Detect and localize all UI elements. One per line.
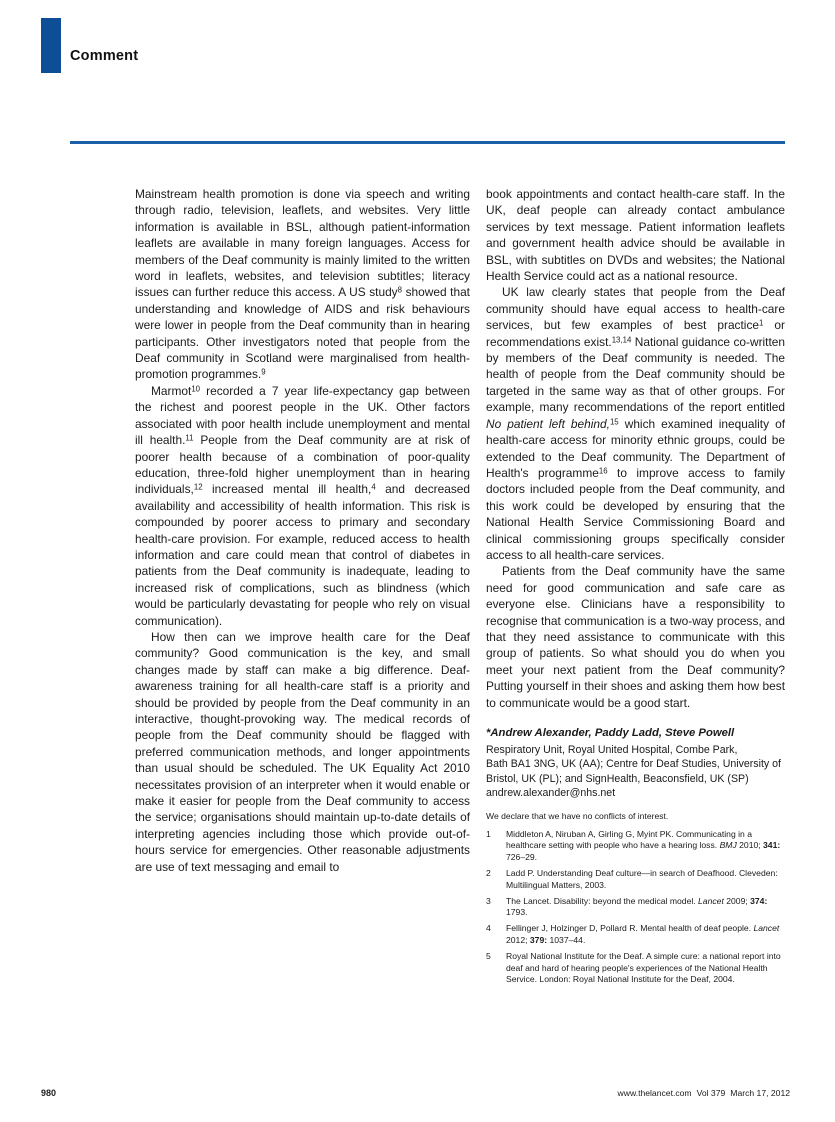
footer-website: www.thelancet.com bbox=[617, 1088, 692, 1098]
body-paragraph bbox=[135, 186, 470, 383]
reference-text bbox=[506, 868, 778, 890]
reference-number: 3 bbox=[486, 895, 491, 906]
text-run: 2009; bbox=[723, 895, 751, 906]
reference-item bbox=[486, 951, 785, 986]
italic-run: No patient left behind, bbox=[486, 416, 610, 431]
footer-citation bbox=[618, 1088, 790, 1098]
affiliation-line: Bath BA1 3NG, UK (AA); Centre for Deaf Studies, University of bbox=[486, 758, 781, 771]
text-run: Fellinger J, Holzinger D, Pollard R. Mental health of deaf people. bbox=[506, 923, 754, 934]
text-run: increased mental ill health, bbox=[202, 482, 372, 497]
reference-superscript: 8 bbox=[397, 286, 402, 296]
body-column-right bbox=[486, 186, 785, 1002]
reference-superscript: 13,14 bbox=[611, 335, 632, 345]
text-run: which examined inequality of health-care access for minority ethnic groups, could be extended to the Deaf community. The Department of Health's programme bbox=[486, 416, 785, 480]
italic-run: Lancet bbox=[753, 923, 780, 934]
text-run: Royal National Institute for the Deaf. A simple cure: a national report into deaf and hard of hearing people's experiences of the National Health Service. London: Royal National Institute for the Deaf, 2004. bbox=[506, 950, 781, 985]
text-run: Patients from the Deaf community have the same need for good communication and safe care as everyone else. Clinicians have a responsibility to recognise that communication is a two-way process, and that they need assistance to communicate with this group of patients. So what should you do when you meet your next patient from the Deaf community? Putting yourself in their shoes and asking them how best to communicate would be a good start. bbox=[486, 564, 785, 710]
right-column-paragraphs bbox=[486, 186, 785, 711]
text-run: recorded a 7 year life-expectancy gap between the richest and poorest people in the UK. Other factors associated with poor health include unemployment and mental ill health. bbox=[135, 383, 470, 448]
conflict-of-interest-statement: We declare that we have no conflicts of interest. bbox=[486, 810, 669, 821]
text-run: or recommendations exist. bbox=[486, 318, 785, 349]
affiliation-line: Bristol, UK (PL); and SignHealth, Beaconsfield, UK (SP) bbox=[486, 772, 749, 785]
text-run: 2012; bbox=[506, 934, 530, 945]
text-run: 2010; bbox=[736, 840, 764, 851]
body-column-left bbox=[135, 186, 470, 875]
reference-number: 4 bbox=[486, 923, 491, 934]
masthead bbox=[0, 0, 835, 100]
reference-text bbox=[506, 951, 781, 984]
text-run: 1793. bbox=[506, 907, 528, 918]
text-run: book appointments and contact health-care staff. In the UK, deaf people can already contact ambulance services by text message. Patient information leaflets and government health advice should be available in BSL, with subtitles on DVDs and websites; the National Health Service could act as a national resource. bbox=[486, 187, 785, 284]
text-run: Middleton A, Niruban A, Girling G, Myint PK. Communicating in a healthcare setting with people who have a hearing loss. bbox=[506, 828, 752, 851]
bold-run: 374: bbox=[750, 895, 768, 906]
reference-text bbox=[506, 923, 779, 945]
text-run: 726–29. bbox=[506, 851, 538, 862]
reference-superscript: 9 bbox=[261, 368, 266, 378]
reference-superscript: 1 bbox=[759, 318, 764, 328]
reference-superscript: 11 bbox=[185, 433, 194, 443]
text-run: The Lancet. Disability: beyond the medical model. bbox=[506, 895, 699, 906]
reference-item bbox=[486, 868, 785, 891]
footer-volume: Vol 379 bbox=[696, 1088, 726, 1098]
reference-number: 5 bbox=[486, 950, 491, 961]
author-email[interactable]: andrew.alexander@nhs.net bbox=[486, 787, 616, 800]
text-run: Ladd P. Understanding Deaf culture—in search of Deafhood. Cleveden: Multilingual Matters, 2003. bbox=[506, 867, 778, 890]
reference-number: 2 bbox=[486, 867, 491, 878]
text-run: to improve access to family doctors included people from the Deaf community, and this work could be developed by ensuring that the National Health Service Commissioning Board and clinical commissioning groups specifically consider access to all health-care services. bbox=[486, 465, 786, 562]
author-affiliation bbox=[486, 743, 785, 786]
reference-number: 1 bbox=[486, 828, 491, 839]
reference-text bbox=[506, 829, 780, 862]
reference-superscript: 12 bbox=[193, 483, 203, 493]
section-accent-block bbox=[41, 18, 61, 73]
text-run: People from the Deaf community are at risk of poorer health because of a combination of poor-quality education, three-fold higher unemployment than in hearing individuals, bbox=[135, 433, 470, 497]
section-title: Comment bbox=[70, 48, 139, 64]
reference-list bbox=[486, 829, 785, 986]
italic-run: Lancet bbox=[698, 895, 724, 906]
footer-page-number: 980 bbox=[41, 1088, 57, 1098]
text-run: and decreased availability and accessibility of health information. This risk is compounded by poorer access to primary and secondary health-care provision. For example, reduced access to health information and care could mean that control of diabetes in patients from the Deaf community is inadequate, leading to increased risk of complications, such as blindness (which would be particularly devastating for people who rely on visual communication). bbox=[135, 482, 470, 628]
body-paragraph bbox=[486, 284, 785, 563]
affiliation-line: Respiratory Unit, Royal United Hospital, Combe Park, bbox=[486, 744, 738, 756]
body-paragraph bbox=[135, 383, 470, 629]
reference-superscript: 15 bbox=[609, 417, 619, 427]
body-paragraph bbox=[135, 629, 470, 875]
reference-superscript: 10 bbox=[191, 384, 201, 394]
left-column-paragraphs bbox=[135, 186, 470, 875]
reference-text bbox=[506, 896, 767, 918]
text-run: 1037–44. bbox=[547, 934, 586, 945]
header-divider-rule bbox=[70, 141, 785, 144]
reference-superscript: 4 bbox=[371, 483, 376, 493]
author-byline: *Andrew Alexander, Paddy Ladd, Steve Powell bbox=[486, 727, 735, 739]
text-run: UK law clearly states that people from the Deaf community should have equal access to health-care services, but few examples of best practice bbox=[486, 285, 785, 333]
bold-run: 379: bbox=[529, 934, 548, 945]
italic-run: BMJ bbox=[719, 840, 737, 851]
body-paragraph bbox=[486, 186, 785, 284]
reference-superscript: 16 bbox=[598, 466, 608, 476]
reference-item bbox=[486, 896, 785, 919]
text-run: Marmot bbox=[151, 383, 192, 398]
footer-date: March 17, 2012 bbox=[730, 1088, 790, 1098]
bold-run: 341: bbox=[763, 840, 781, 851]
body-paragraph bbox=[486, 563, 785, 711]
text-run: National guidance co-written by members of the Deaf community is needed. The health of people from the Deaf community should be targeted in the same way as that of other groups. For example, many recommendations of the report entitled bbox=[486, 334, 785, 415]
reference-item bbox=[486, 923, 785, 946]
text-run: Mainstream health promotion is done via speech and writing through radio, television, leaflets, and websites. Very little information is available in BSL, although patient-information leaflets are available in many foreign languages. Access for members of the Deaf community is mainly limited to the written word in leaflets, websites, and television subtitles; literacy issues can further reduce this access. A US study bbox=[135, 187, 470, 300]
text-run: showed that understanding and knowledge of AIDS and risk behaviours were lower in people from the Deaf community than in hearing participants. Other investigators noted that people from the Deaf community in Scotland were marginalised from health-promotion programmes. bbox=[135, 285, 470, 382]
text-run: How then can we improve health care for the Deaf community? Good communication is the key, and small changes made by staff can make a big difference. Deaf-awareness training for all health-care staff is a priority and should be provided by people from the Deaf community in an interactive, thought-provoking way. The medical records of people from the Deaf community should be flagged with preferred communication methods, and longer appointments than usual should be scheduled. The UK Equality Act 2010 necessitates provision of an interpreter when it would enable or make it easier for people from the Deaf community to access the service; organisations should maintain up-to-date details of interpreting agencies including those which provide out-of-hours service for emergencies. Other reasonable adjustments are use of text messaging and email to bbox=[135, 629, 470, 874]
reference-item bbox=[486, 829, 785, 864]
